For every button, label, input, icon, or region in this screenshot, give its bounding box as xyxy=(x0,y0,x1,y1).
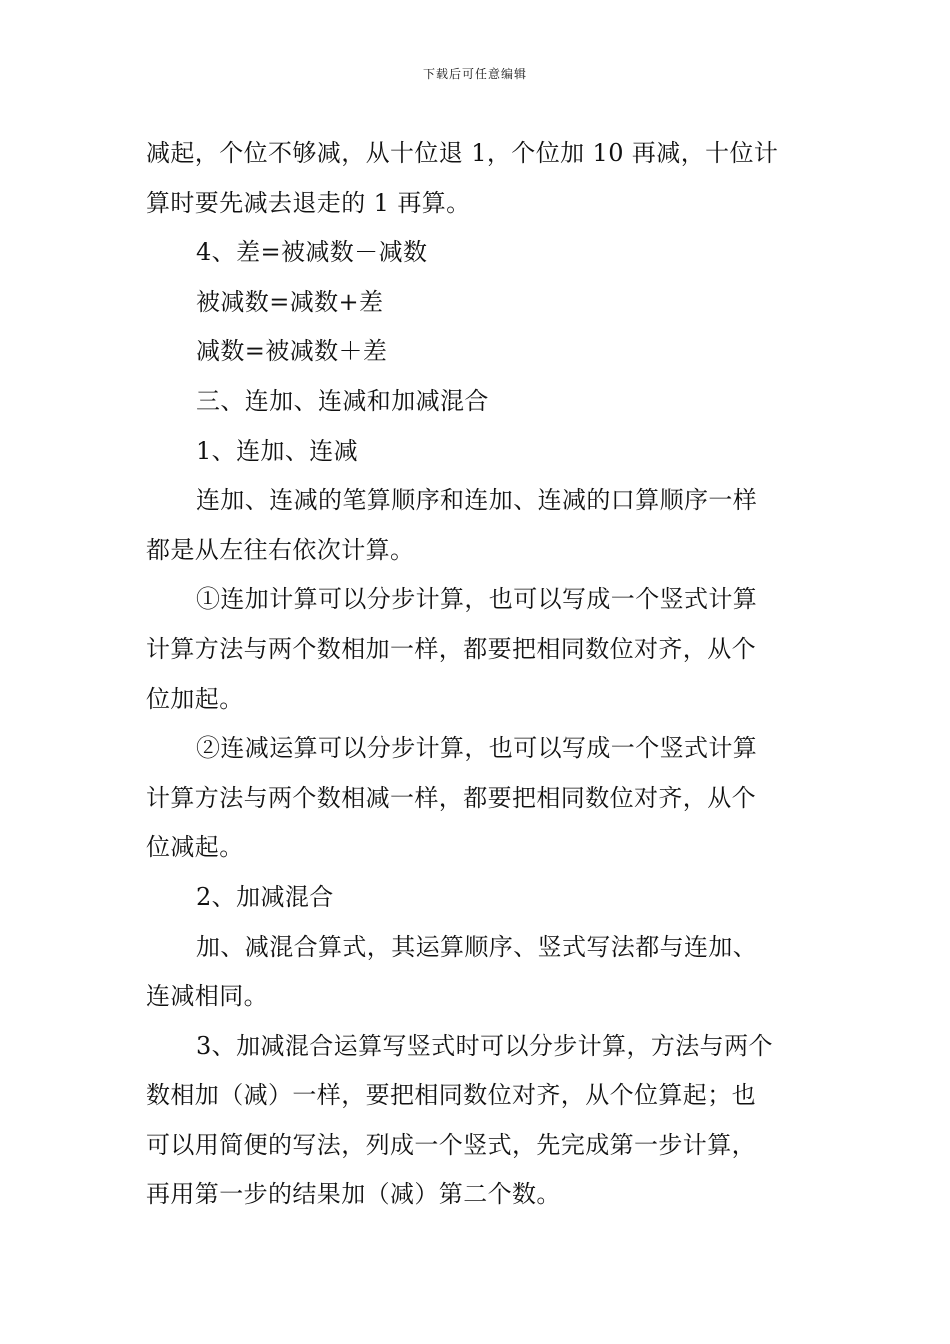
text-line: 减数=被减数＋差 xyxy=(196,337,388,366)
text-line: ②连减运算可以分步计算，也可以写成一个竖式计算 xyxy=(196,734,758,763)
text-line: 3、加减混合运算写竖式时可以分步计算，方法与两个 xyxy=(196,1031,773,1060)
text-line: 计算方法与两个数相减一样，都要把相同数位对齐，从个 xyxy=(146,783,756,812)
page-header-note: 下载后可任意编辑 xyxy=(422,67,527,81)
document-body xyxy=(146,129,806,1220)
text-line: 连加、连减的笔算顺序和连加、连减的口算顺序一样 xyxy=(196,486,758,515)
text-line: 数相加（减）一样，要把相同数位对齐，从个位算起；也 xyxy=(146,1081,756,1110)
text-line: ①连加计算可以分步计算，也可以写成一个竖式计算 xyxy=(196,585,758,614)
text-line: 减起，个位不够减，从十位退 1，个位加 10 再减，十位计 xyxy=(146,139,779,167)
text-line: 可以用简便的写法，列成一个竖式，先完成第一步计算， xyxy=(146,1130,756,1159)
text-line: 计算方法与两个数相加一样，都要把相同数位对齐，从个 xyxy=(146,634,756,663)
text-line: 再用第一步的结果加（减）第二个数。 xyxy=(146,1180,561,1209)
section-heading: 三、连加、连减和加减混合 xyxy=(196,386,489,415)
text-line: 位加起。 xyxy=(146,684,244,713)
subsection-heading: 1、连加、连减 xyxy=(196,436,359,465)
text-line: 算时要先减去退走的 1 再算。 xyxy=(146,188,471,217)
text-line: 连减相同。 xyxy=(146,982,268,1011)
text-line: 加、减混合算式，其运算顺序、竖式写法都与连加、 xyxy=(196,932,758,961)
subsection-heading: 2、加减混合 xyxy=(196,882,334,911)
text-line: 都是从左往右依次计算。 xyxy=(146,535,415,564)
text-line: 位减起。 xyxy=(146,833,244,862)
text-line: 4、差=被减数－减数 xyxy=(196,238,428,267)
text-line: 被减数=减数+差 xyxy=(196,287,384,316)
